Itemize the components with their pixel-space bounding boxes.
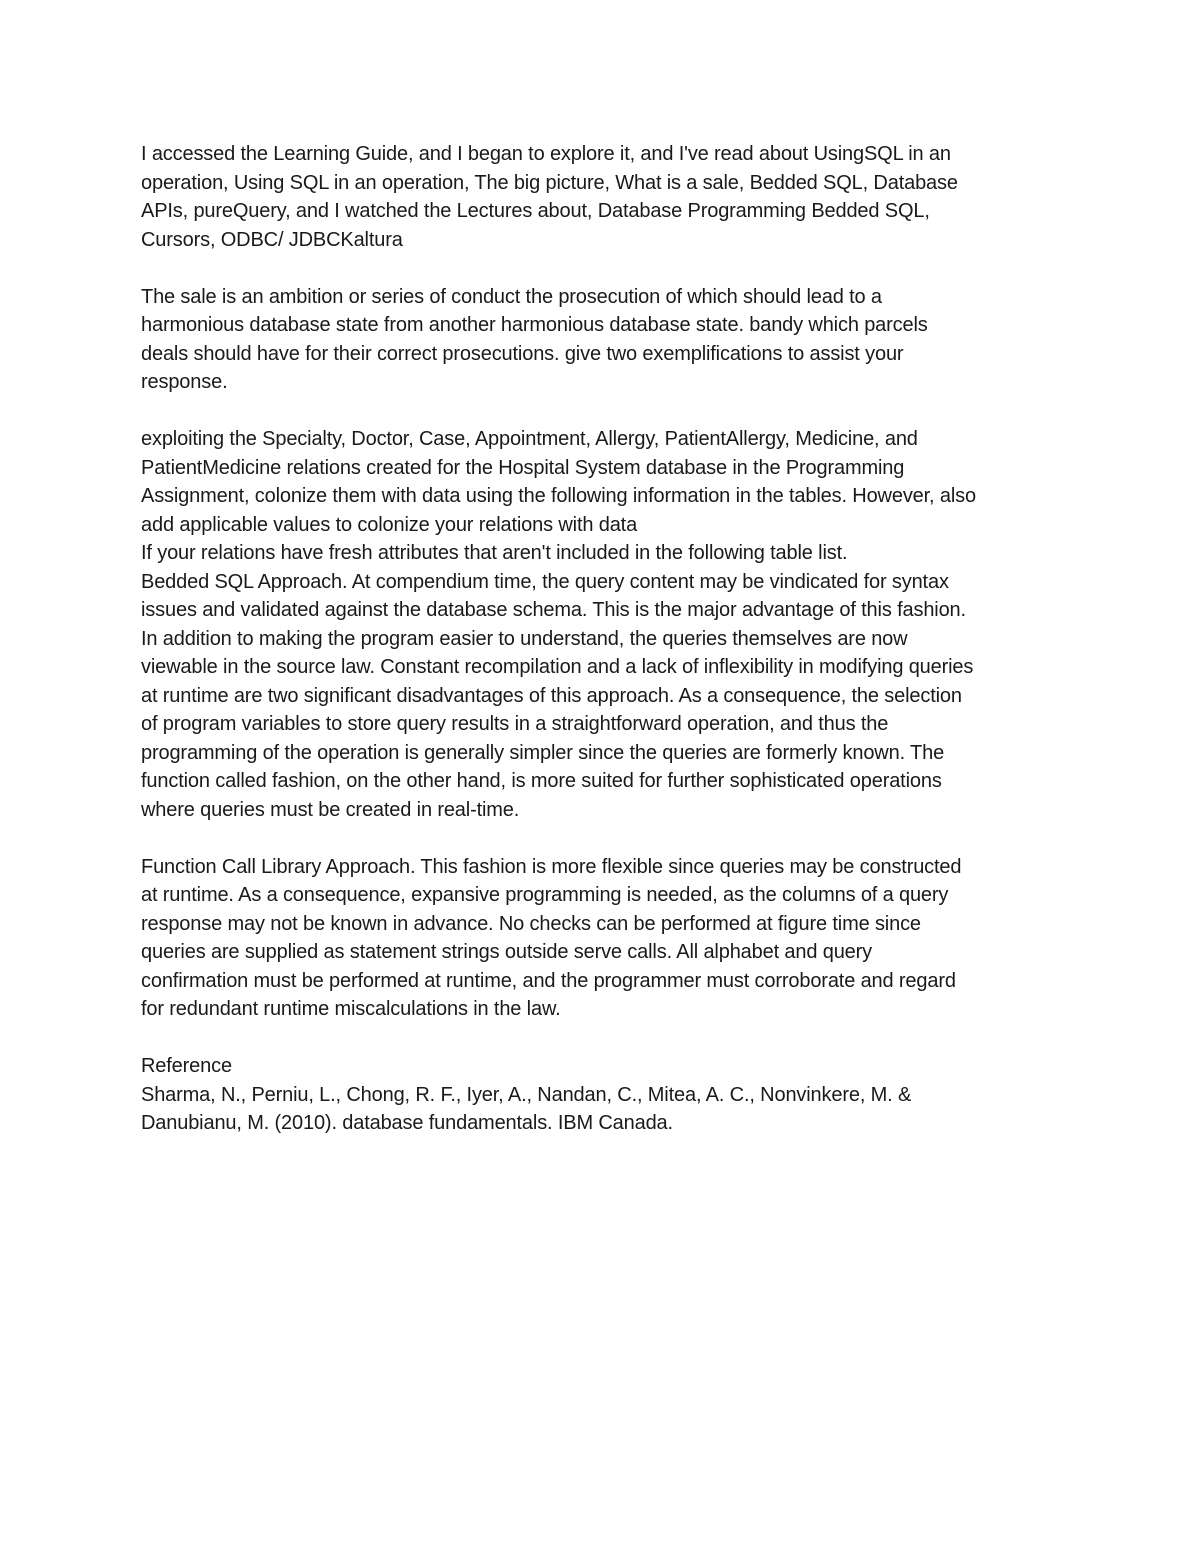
document-body [141,140,1066,1138]
paragraph-function-call-approach: Function Call Library Approach. This fashion is more flexible since queries may be constructed at runtime. As a consequence, expansive programming is needed, as the columns of a query response may not be known in advance. No checks can be performed at figure time since queries are supplied as statement strings outside serve calls. All alphabet and query confirmation must be performed at runtime, and the programmer must corroborate and regard for redundant runtime miscalculations in the law. [141,855,962,1020]
paragraph-spacer [141,397,1066,426]
paragraph-fresh-attributes: If your relations have fresh attributes that aren't included in the following table list. [141,542,848,564]
paragraph-spacer [141,254,1066,283]
reference-heading: Reference [141,1055,232,1077]
paragraph-bedded-sql-approach: Bedded SQL Approach. At compendium time, the query content may be vindicated for syntax issues and validated against the database schema. This is the major advantage of this fashion. In addition to making the program easier to understand, the queries themselves are now viewable in the source law. Constant recompilation and a lack of inflexibility in modifying queries at runtime are two significant disadvantages of this approach. As a consequence, the selection of program variables to store query results in a straightforward operation, and thus the programming of the operation is generally simpler since the queries are formerly known. The function called fashion, on the other hand, is more suited for further sophisticated operations where queries must be created in real-time. [141,570,974,821]
paragraph-learning-guide: I accessed the Learning Guide, and I began to explore it, and I've read about UsingSQL in an operation, Using SQL in an operation, The big picture, What is a sale, Bedded SQL, Database APIs, pureQuery, and I watched the Lectures about, Database Programming Bedded SQL, Cursors, ODBC/ JDBCKaltura [141,143,958,251]
paragraph-spacer [141,824,1066,853]
paragraph-hospital-relations: exploiting the Specialty, Doctor, Case, Appointment, Allergy, PatientAllergy, Medicine, and PatientMedicine relations created for the Hospital System database in the Programming Assignment, colonize them with data using the following information in the tables. However, also add applicable values to colonize your relations with data [141,428,976,536]
paragraph-spacer [141,1024,1066,1053]
paragraph-sale-definition: The sale is an ambition or series of conduct the prosecution of which should lead to a harmonious database state from another harmonious database state. bandy which parcels deals should have for their correct prosecutions. give two exemplifications to assist your response. [141,285,928,393]
reference-citation: Sharma, N., Perniu, L., Chong, R. F., Iyer, A., Nandan, C., Mitea, A. C., Nonvinkere, M. & Danubianu, M. (2010). database fundamentals. IBM Canada. [141,1083,912,1134]
